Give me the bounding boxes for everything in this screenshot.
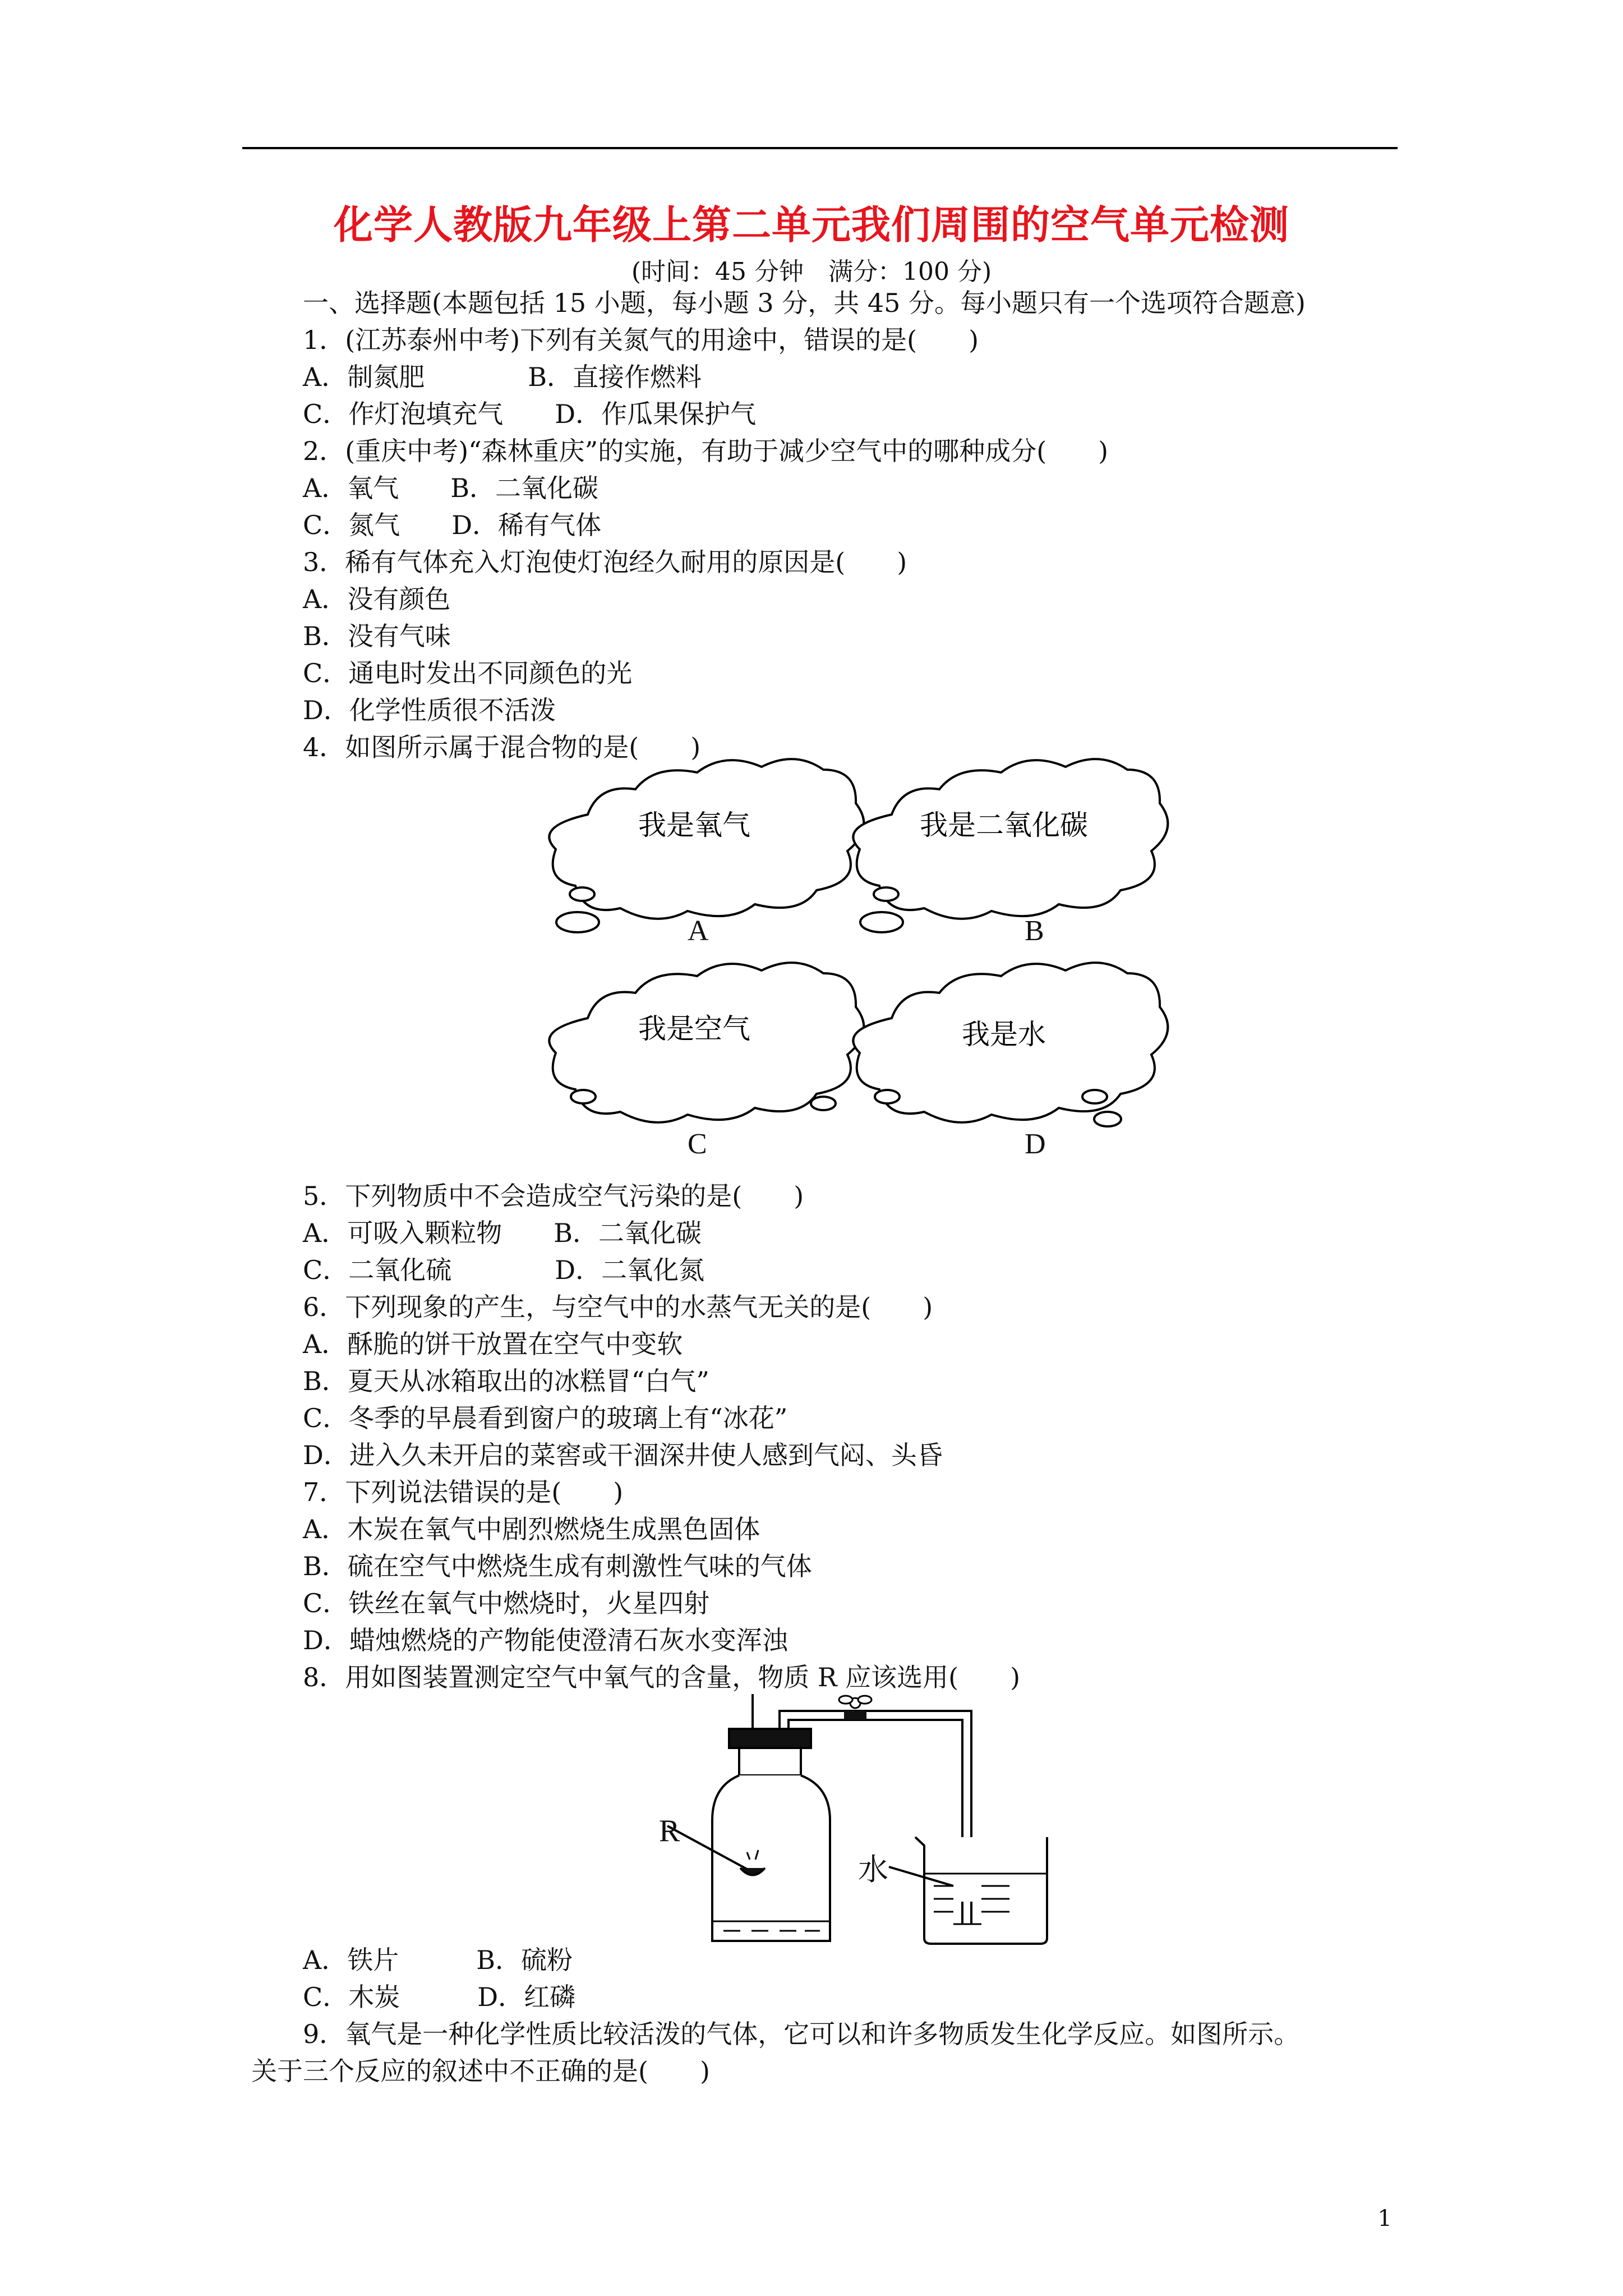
cloud-d <box>853 963 1168 1126</box>
q8-options-row1: A．铁片 B．硫粉 <box>303 1945 573 1975</box>
q1-options-row2: C．作灯泡填充气 D．作瓜果保护气 <box>303 399 757 429</box>
q1-options-row1: A．制氮肥 B．直接作燃料 <box>303 362 702 392</box>
q6-stem: 6．下列现象的产生，与空气中的水蒸气无关的是( ) <box>303 1292 933 1322</box>
q8-options-row2: C．木炭 D．红磷 <box>303 1982 576 2012</box>
q9-stem-line2: 关于三个反应的叙述中不正确的是( ) <box>251 2056 710 2086</box>
q3-option-b: B．没有气味 <box>303 621 451 651</box>
cloud-d-text: 我是水 <box>962 1018 1046 1051</box>
q4-stem: 4．如图所示属于混合物的是( ) <box>303 732 701 762</box>
q8-stem: 8．用如图装置测定空气中氧气的含量，物质 R 应该选用( ) <box>303 1662 1021 1692</box>
q6-option-d: D．进入久未开启的菜窖或干涸深井使人感到气闷、头昏 <box>303 1440 943 1470</box>
cloud-a-text: 我是氧气 <box>638 809 750 841</box>
q3-stem: 3．稀有气体充入灯泡使灯泡经久耐用的原因是( ) <box>303 547 907 577</box>
q6-option-b: B．夏天从冰箱取出的冰糕冒“白气” <box>303 1366 709 1396</box>
q6-option-a: A．酥脆的饼干放置在空气中变软 <box>303 1329 683 1359</box>
cloud-a <box>549 759 864 932</box>
q2-stem: 2．(重庆中考)“森林重庆”的实施，有助于减少空气中的哪种成分( ) <box>303 436 1109 466</box>
exam-info: (时间：45 分钟 满分：100 分) <box>631 257 992 286</box>
q7-option-c: C．铁丝在氧气中燃烧时，火星四射 <box>303 1588 710 1618</box>
q2-options-row2: C．氮气 D．稀有气体 <box>303 510 602 540</box>
q9-stem-line1: 9．氧气是一种化学性质比较活泼的气体，它可以和许多物质发生化学反应。如图所示。 <box>303 2019 1300 2049</box>
q8-apparatus-figure <box>617 1688 1066 1952</box>
q8-label-water: 水 <box>858 1852 888 1887</box>
q5-stem: 5．下列物质中不会造成空气污染的是( ) <box>303 1181 804 1211</box>
cloud-b <box>853 759 1168 932</box>
q1-stem: 1．(江苏泰州中考)下列有关氮气的用途中，错误的是( ) <box>303 325 979 355</box>
q3-option-a: A．没有颜色 <box>303 584 451 614</box>
page-title: 化学人教版九年级上第二单元我们周围的空气单元检测 <box>334 202 1289 248</box>
q7-stem: 7．下列说法错误的是( ) <box>303 1477 624 1507</box>
q4-label-c: C <box>688 1128 707 1160</box>
q3-option-d: D．化学性质很不活泼 <box>303 695 556 725</box>
q7-option-b: B．硫在空气中燃烧生成有刺激性气味的气体 <box>303 1551 812 1581</box>
q5-options-row2: C．二氧化硫 D．二氧化氮 <box>303 1255 705 1285</box>
q7-option-d: D．蜡烛燃烧的产物能使澄清石灰水变浑浊 <box>303 1625 788 1655</box>
q4-label-a: A <box>688 915 709 947</box>
cloud-c-text: 我是空气 <box>638 1013 750 1045</box>
section-heading: 一、选择题(本题包括 15 小题，每小题 3 分，共 45 分。每小题只有一个选项符合题意) <box>303 288 1306 318</box>
q3-option-c: C．通电时发出不同颜色的光 <box>303 658 633 688</box>
cloud-c <box>549 963 864 1122</box>
q7-option-a: A．木炭在氧气中剧烈燃烧生成黑色固体 <box>303 1514 760 1544</box>
q5-options-row1: A．可吸入颗粒物 B．二氧化碳 <box>303 1218 702 1248</box>
q8-label-r: R <box>659 1814 680 1848</box>
page-number: 1 <box>1377 2206 1392 2231</box>
q6-option-c: C．冬季的早晨看到窗户的玻璃上有“冰花” <box>303 1403 788 1433</box>
q2-options-row1: A．氧气 B．二氧化碳 <box>303 473 599 503</box>
q4-label-d: D <box>1025 1128 1046 1160</box>
q4-label-b: B <box>1025 915 1044 947</box>
cloud-b-text: 我是二氧化碳 <box>920 809 1088 841</box>
